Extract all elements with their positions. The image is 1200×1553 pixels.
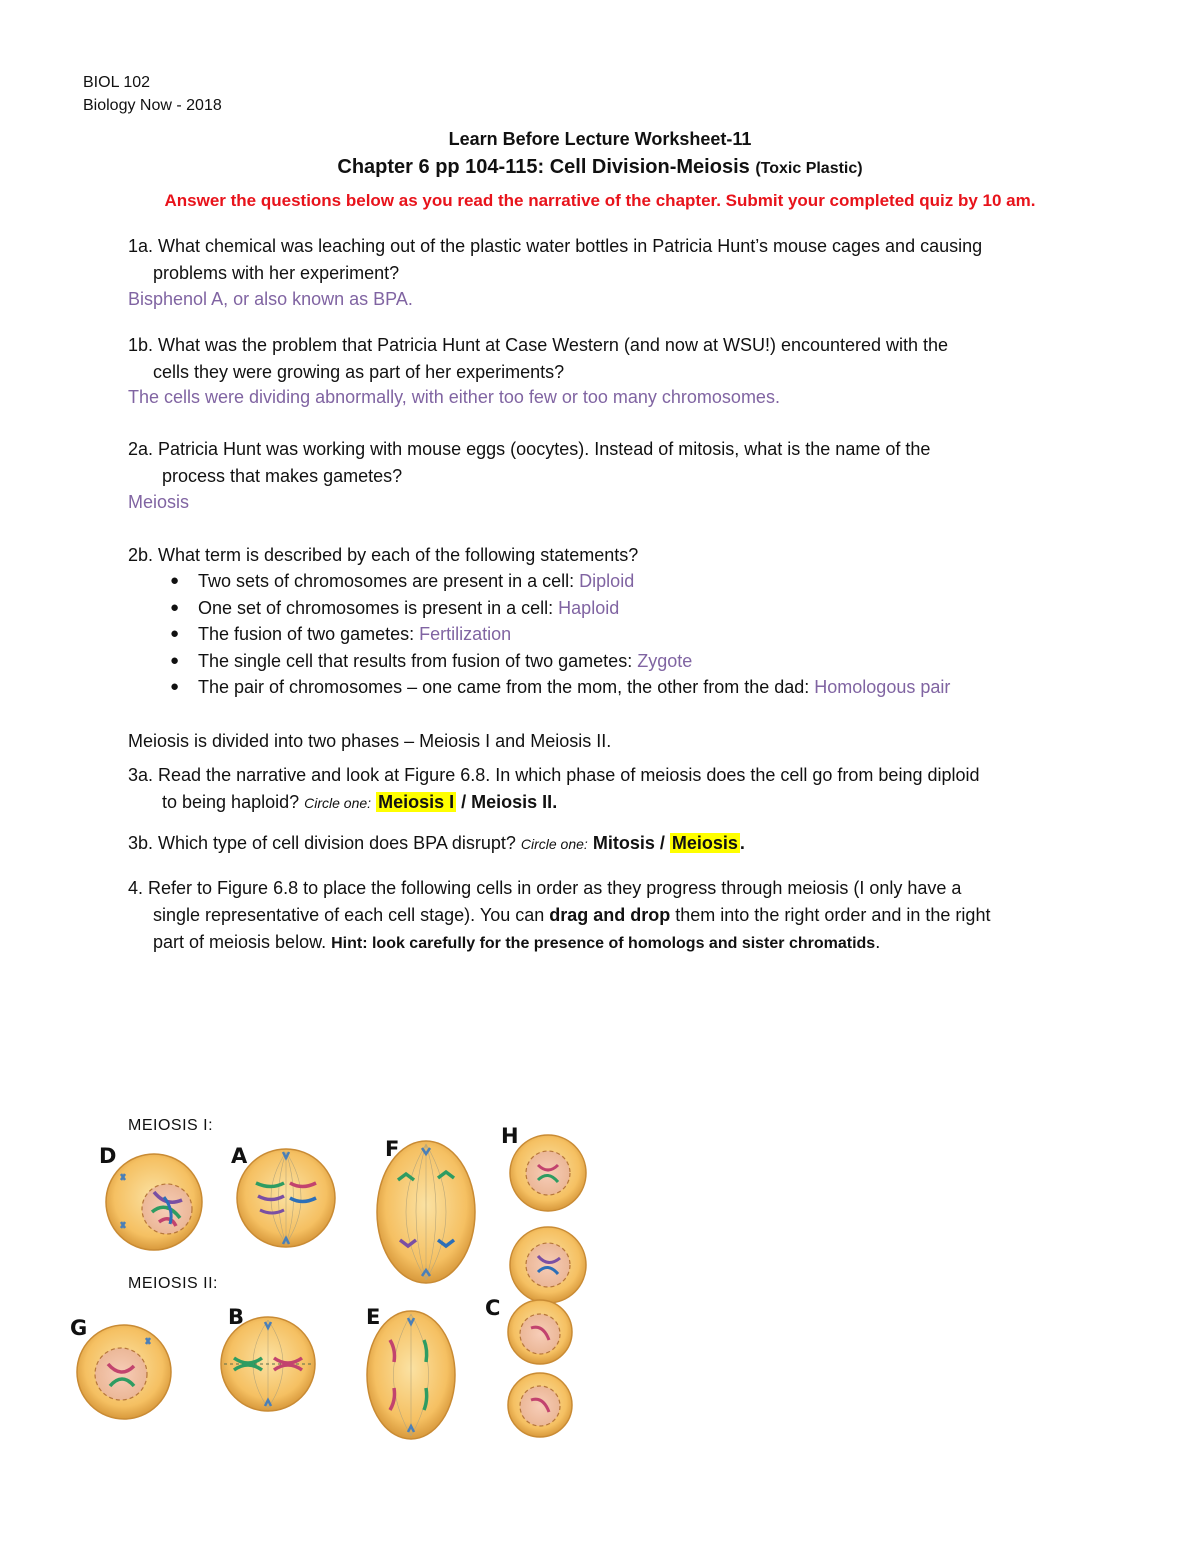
cell-label-c: C [485, 1296, 501, 1320]
q2b-answer[interactable]: Homologous pair [814, 677, 951, 697]
bullet-marker: ● [170, 599, 180, 616]
q1a-line1: 1a. What chemical was leaching out of the plastic water bottles in Patricia Hunt’s mouse cages and causing [128, 236, 983, 256]
cell-c-draggable[interactable] [505, 1300, 575, 1440]
bullet-marker: ● [170, 625, 180, 642]
q2b-item: The single cell that results from fusion of two gametes: Zygote [198, 651, 693, 671]
q2b-answer[interactable]: Diploid [579, 571, 635, 591]
bullet-marker: ● [170, 572, 180, 589]
bullet-marker: ● [170, 652, 180, 669]
chapter-title [0, 156, 1200, 179]
meiosis-1-label: MEIOSIS I: [128, 1117, 214, 1134]
worksheet-title: Learn Before Lecture Worksheet-11 [448, 129, 752, 149]
course-code: BIOL 102 [83, 74, 151, 91]
instructions: Answer the questions below as you read the narrative of the chapter. Submit your completed quiz by 10 am. [164, 191, 1036, 210]
q1b-answer[interactable]: The cells were dividing abnormally, with either too few or too many chromosomes. [128, 387, 780, 407]
q1b-line2: cells they were growing as part of her experiments? [153, 362, 565, 382]
q3b-line: 3b. Which type of cell division does BPA disrupt? Circle one: Mitosis / Meiosis . [128, 833, 745, 853]
cell-d-draggable[interactable] [104, 1152, 204, 1252]
q4-line1: 4. Refer to Figure 6.8 to place the following cells in order as they progress through meiosis (I only have a [128, 878, 962, 898]
q3a-option-meiosis-1[interactable]: Meiosis I [378, 792, 455, 812]
q3a-line1: 3a. Read the narrative and look at Figure 6.8. In which phase of meiosis does the cell go from being diploid [128, 765, 980, 785]
meiosis-intro: Meiosis is divided into two phases – Meiosis I and Meiosis II. [128, 731, 612, 751]
q2b-item: The pair of chromosomes – one came from the mom, the other from the dad: Homologous pair [198, 677, 951, 697]
q2b-answer[interactable]: Fertilization [419, 624, 512, 644]
cell-label-g: G [70, 1316, 88, 1340]
q2a-line1: 2a. Patricia Hunt was working with mouse eggs (oocytes). Instead of mitosis, what is the name of the [128, 439, 931, 459]
book-title: Biology Now - 2018 [83, 97, 222, 114]
cell-f-draggable[interactable] [376, 1140, 476, 1285]
q2a-answer[interactable]: Meiosis [128, 492, 190, 512]
q3b-option-mitosis[interactable]: Mitosis [592, 833, 655, 853]
chapter-main: Chapter 6 pp 104-115: Cell Division-Meiosis [337, 156, 750, 178]
q2b-answer[interactable]: Haploid [558, 598, 620, 618]
cell-label-f: F [385, 1137, 400, 1161]
q2b-answer[interactable]: Zygote [637, 651, 693, 671]
bullet-marker: ● [170, 678, 180, 695]
cell-label-a: A [231, 1144, 248, 1168]
cell-h-draggable[interactable] [508, 1140, 588, 1305]
meiosis-2-label: MEIOSIS II: [128, 1275, 218, 1292]
q1a-line2: problems with her experiment? [153, 263, 400, 283]
cell-label-d: D [99, 1144, 117, 1168]
q1b-line1: 1b. What was the problem that Patricia Hunt at Case Western (and now at WSU!) encountered with the [128, 335, 949, 355]
circle-one-label: Circle one: [520, 836, 588, 852]
q2a-line2: process that makes gametes? [162, 466, 403, 486]
cell-a-draggable[interactable] [236, 1148, 336, 1248]
cell-label-e: E [366, 1305, 381, 1329]
chapter-sub: (Toxic Plastic) [755, 160, 863, 177]
q2b-item: The fusion of two gametes: Fertilization [198, 624, 512, 644]
q3b-option-meiosis[interactable]: Meiosis [671, 833, 738, 853]
q4-line3: part of meiosis below. Hint: look carefully for the presence of homologs and sister chromatids. [153, 932, 881, 952]
q2b-item: One set of chromosomes is present in a cell: Haploid [198, 598, 620, 618]
q2b-question: 2b. What term is described by each of the following statements? [128, 545, 639, 565]
q3a-option-meiosis-2[interactable]: Meiosis II [471, 792, 553, 812]
cell-label-b: B [228, 1305, 245, 1329]
cell-g-draggable[interactable] [76, 1324, 172, 1420]
q3a-line2: to being haploid? Circle one: Meiosis I / Meiosis II. [162, 792, 558, 812]
circle-one-label: Circle one: [304, 795, 372, 811]
q1a-answer[interactable]: Bisphenol A, or also known as BPA. [128, 289, 413, 309]
cell-label-h: H [501, 1124, 519, 1148]
q4-line2: single representative of each cell stage). You can drag and drop them into the right order and in the right [153, 905, 991, 925]
cell-e-draggable[interactable] [366, 1310, 456, 1440]
q2b-item: Two sets of chromosomes are present in a cell: Diploid [198, 571, 635, 591]
cell-b-draggable[interactable] [220, 1316, 316, 1412]
